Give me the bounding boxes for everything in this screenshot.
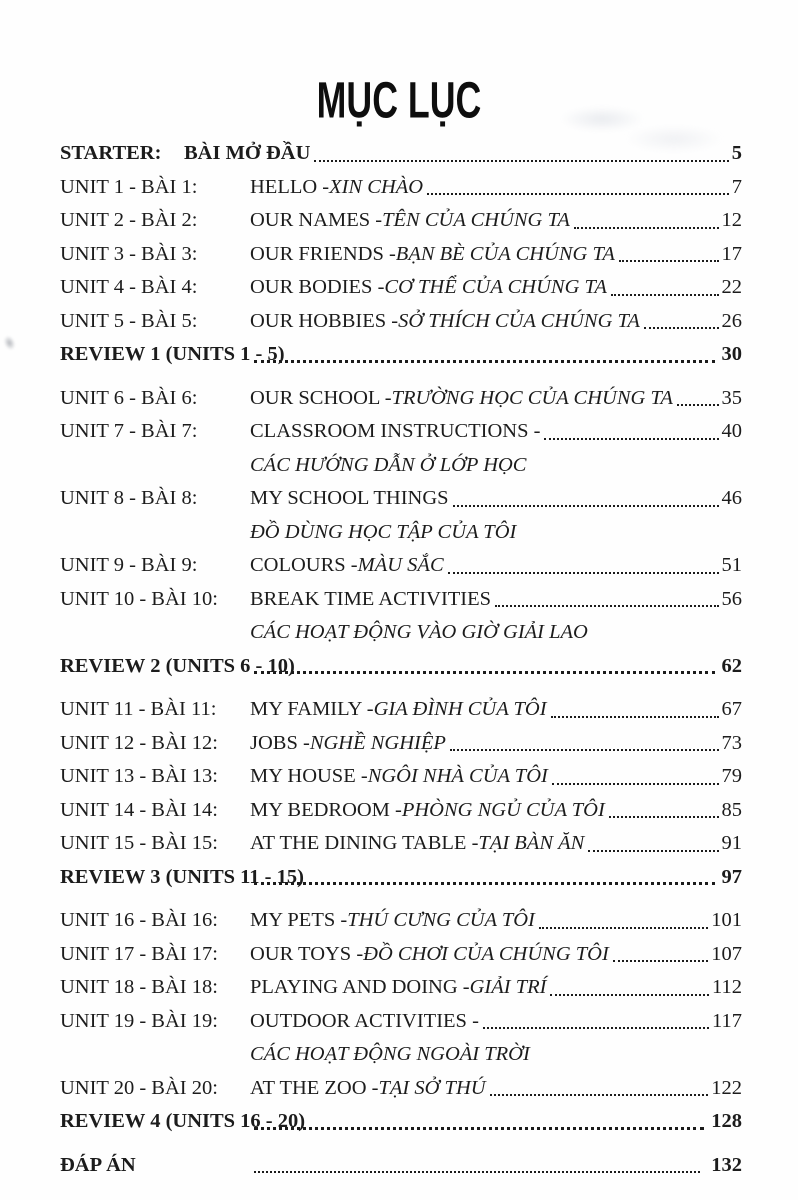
entry-title-vietnamese: NGÔI NHÀ CỦA TÔI	[367, 765, 548, 788]
dot-leader	[619, 260, 719, 262]
entry-title-vietnamese: THÚ CƯNG CỦA TÔI	[347, 909, 535, 932]
dot-leader	[544, 438, 718, 440]
entry-title-english: OUR TOYS -	[250, 942, 364, 965]
entry-title-vietnamese: TẠI BÀN ĂN	[478, 832, 585, 855]
page-number: 128	[711, 1110, 742, 1133]
entry-subtitle-vietnamese: CÁC HOẠT ĐỘNG VÀO GIỜ GIẢI LAO	[250, 621, 588, 644]
entry-label: UNIT 11 - BÀI 11:	[60, 698, 217, 721]
dot-leader	[677, 404, 719, 406]
entry-title-english: MY PETS -	[250, 909, 348, 932]
dot-leader	[450, 749, 719, 751]
page-number: 56	[721, 587, 742, 610]
page-number: 122	[711, 1076, 742, 1099]
dot-leader	[254, 671, 715, 674]
toc-entry	[60, 1011, 742, 1033]
dot-leader	[427, 193, 729, 195]
entry-title-english: MY BEDROOM -	[250, 798, 402, 821]
entry-title-vietnamese: CƠ THỂ CỦA CHÚNG TA	[384, 276, 607, 299]
dot-leader	[550, 994, 709, 996]
entry-title-vietnamese: GIẢI TRÍ	[469, 976, 547, 999]
toc-entry	[60, 210, 742, 232]
toc-entry	[60, 143, 742, 165]
page-number: 132	[711, 1153, 742, 1176]
entry-title-vietnamese: ĐỒ CHƠI CỦA CHÚNG TÔI	[363, 942, 609, 965]
entry-label: UNIT 2 - BÀI 2:	[60, 209, 198, 232]
entry-label: REVIEW 2 (UNITS 6 - 10)	[60, 654, 295, 677]
page-number: 30	[721, 343, 742, 366]
entry-title-english: MY SCHOOL THINGS	[250, 487, 449, 510]
entry-title-english: COLOURS -	[250, 554, 358, 577]
page-number: 40	[721, 420, 742, 443]
entry-label: UNIT 18 - BÀI 18:	[60, 976, 218, 999]
entry-title-english: JOBS -	[250, 731, 310, 754]
toc-entry	[60, 733, 742, 755]
toc-entry	[60, 344, 742, 366]
entry-label: UNIT 5 - BÀI 5:	[60, 309, 198, 332]
entry-title-english: OUR SCHOOL -	[250, 386, 392, 409]
toc-entry	[60, 699, 742, 721]
entry-label: UNIT 17 - BÀI 17:	[60, 942, 218, 965]
entry-title-english: OUTDOOR ACTIVITIES -	[250, 1009, 479, 1032]
entry-title-vietnamese: MÀU SẮC	[357, 554, 444, 577]
entry-label: UNIT 4 - BÀI 4:	[60, 276, 198, 299]
page-number: 22	[721, 276, 742, 299]
dot-leader	[539, 927, 708, 929]
toc-entry	[60, 1155, 742, 1177]
entry-label: UNIT 8 - BÀI 8:	[60, 487, 198, 510]
toc-entry	[60, 944, 742, 966]
page-number: 107	[711, 942, 742, 965]
entry-label: UNIT 19 - BÀI 19:	[60, 1009, 218, 1032]
entry-title-vietnamese: XIN CHÀO	[329, 175, 424, 198]
dot-leader	[613, 960, 708, 962]
entry-title-english: OUR FRIENDS -	[250, 242, 396, 265]
entry-label: ĐÁP ÁN	[60, 1153, 136, 1176]
entry-title-vietnamese: TẠI SỞ THÚ	[378, 1076, 486, 1099]
page-number: 17	[721, 242, 742, 265]
dot-leader	[552, 783, 719, 785]
entry-label: REVIEW 1 (UNITS 1 - 5)	[60, 343, 285, 366]
dot-leader	[483, 1027, 709, 1029]
page-number: 35	[721, 386, 742, 409]
page-number: 85	[721, 798, 742, 821]
toc-entry	[60, 277, 742, 299]
entry-title-vietnamese: NGHỀ NGHIỆP	[309, 731, 446, 754]
entry-label: UNIT 16 - BÀI 16:	[60, 909, 218, 932]
entry-label: STARTER:	[60, 142, 162, 164]
page-title: MỤC LỤC	[316, 70, 482, 129]
page-number: 46	[721, 487, 742, 510]
toc-entry	[60, 766, 742, 788]
table-of-contents	[0, 143, 798, 1176]
toc-entry	[60, 977, 742, 999]
page-number: 5	[731, 142, 742, 164]
entry-label: UNIT 14 - BÀI 14:	[60, 798, 218, 821]
entry-label: UNIT 10 - BÀI 10:	[60, 587, 218, 610]
dot-leader	[254, 1127, 704, 1130]
entry-title-english: OUR HOBBIES -	[250, 309, 399, 332]
dot-leader	[495, 605, 718, 607]
dot-leader	[254, 360, 715, 363]
page-number: 73	[721, 731, 742, 754]
dot-leader	[314, 160, 728, 162]
toc-entry	[60, 656, 742, 678]
entry-title-vietnamese: PHÒNG NGỦ CỦA TÔI	[401, 798, 605, 821]
entry-label: REVIEW 4 (UNITS 16 - 20)	[60, 1110, 306, 1133]
entry-title-vietnamese: BẠN BÈ CỦA CHÚNG TA	[395, 242, 615, 265]
toc-entry	[60, 388, 742, 410]
entry-title-vietnamese: GIA ĐÌNH CỦA TÔI	[373, 698, 547, 721]
entry-title-english: AT THE ZOO -	[250, 1076, 379, 1099]
entry-label: REVIEW 3 (UNITS 11 - 15)	[60, 865, 304, 888]
toc-entry	[60, 833, 742, 855]
page-number: 91	[721, 832, 742, 855]
entry-label: UNIT 12 - BÀI 12:	[60, 731, 218, 754]
entry-title-english: BREAK TIME ACTIVITIES	[250, 587, 492, 610]
dot-leader	[644, 327, 719, 329]
entry-title-english: MY HOUSE -	[250, 765, 368, 788]
entry-label: UNIT 3 - BÀI 3:	[60, 242, 198, 265]
entry-title-vietnamese: TÊN CỦA CHÚNG TA	[382, 209, 570, 232]
entry-label: UNIT 1 - BÀI 1:	[60, 175, 198, 198]
dot-leader	[551, 716, 719, 718]
page-number: 117	[712, 1009, 742, 1032]
entry-label: UNIT 13 - BÀI 13:	[60, 765, 218, 788]
entry-title-english: OUR NAMES -	[250, 209, 383, 232]
toc-entry	[60, 1111, 742, 1133]
entry-title-english: BÀI MỞ ĐẦU	[184, 142, 311, 164]
entry-title-vietnamese: SỞ THÍCH CỦA CHÚNG TA	[398, 309, 640, 332]
entry-title-english: PLAYING AND DOING -	[250, 976, 470, 999]
entry-title-english: AT THE DINING TABLE -	[250, 832, 479, 855]
toc-entry	[60, 488, 742, 510]
entry-label: UNIT 15 - BÀI 15:	[60, 832, 218, 855]
toc-entry	[60, 244, 742, 266]
toc-entry	[60, 311, 742, 333]
entry-label: UNIT 6 - BÀI 6:	[60, 386, 198, 409]
entry-title-english: CLASSROOM INSTRUCTIONS -	[250, 420, 541, 443]
toc-entry	[60, 177, 742, 199]
toc-entry	[60, 589, 742, 611]
dot-leader	[448, 572, 719, 574]
page-number: 67	[721, 698, 742, 721]
entry-label: UNIT 20 - BÀI 20:	[60, 1076, 218, 1099]
entry-label: UNIT 9 - BÀI 9:	[60, 554, 198, 577]
dot-leader	[588, 850, 718, 852]
toc-entry	[60, 1078, 742, 1100]
toc-entry	[60, 421, 742, 443]
toc-entry	[60, 800, 742, 822]
entry-title-vietnamese: TRƯỜNG HỌC CỦA CHÚNG TA	[391, 386, 673, 409]
page-number: 12	[721, 209, 742, 232]
entry-label: UNIT 7 - BÀI 7:	[60, 420, 198, 443]
page-number: 79	[721, 765, 742, 788]
entry-title-english: HELLO -	[250, 175, 330, 198]
page-number: 112	[712, 976, 742, 999]
entry-subtitle-vietnamese: CÁC HOẠT ĐỘNG NGOÀI TRỜI	[250, 1043, 530, 1066]
toc-entry	[60, 910, 742, 932]
page-number: 26	[721, 309, 742, 332]
page-number: 101	[711, 909, 742, 932]
dot-leader	[254, 882, 715, 885]
page-number: 51	[721, 554, 742, 577]
page-number: 62	[721, 654, 742, 677]
dot-leader	[453, 505, 719, 507]
entry-title-english: OUR BODIES -	[250, 276, 385, 299]
dot-leader	[609, 816, 719, 818]
dot-leader	[574, 227, 719, 229]
dot-leader	[254, 1171, 700, 1173]
entry-title-english: MY FAMILY -	[250, 698, 374, 721]
dot-leader	[490, 1094, 709, 1096]
toc-entry	[60, 867, 742, 889]
toc-entry	[60, 555, 742, 577]
entry-subtitle-vietnamese: CÁC HƯỚNG DẪN Ở LỚP HỌC	[250, 453, 527, 476]
page-number: 7	[731, 175, 742, 198]
entry-subtitle-vietnamese: ĐỒ DÙNG HỌC TẬP CỦA TÔI	[250, 520, 517, 543]
dot-leader	[611, 294, 719, 296]
page-number: 97	[721, 865, 742, 888]
